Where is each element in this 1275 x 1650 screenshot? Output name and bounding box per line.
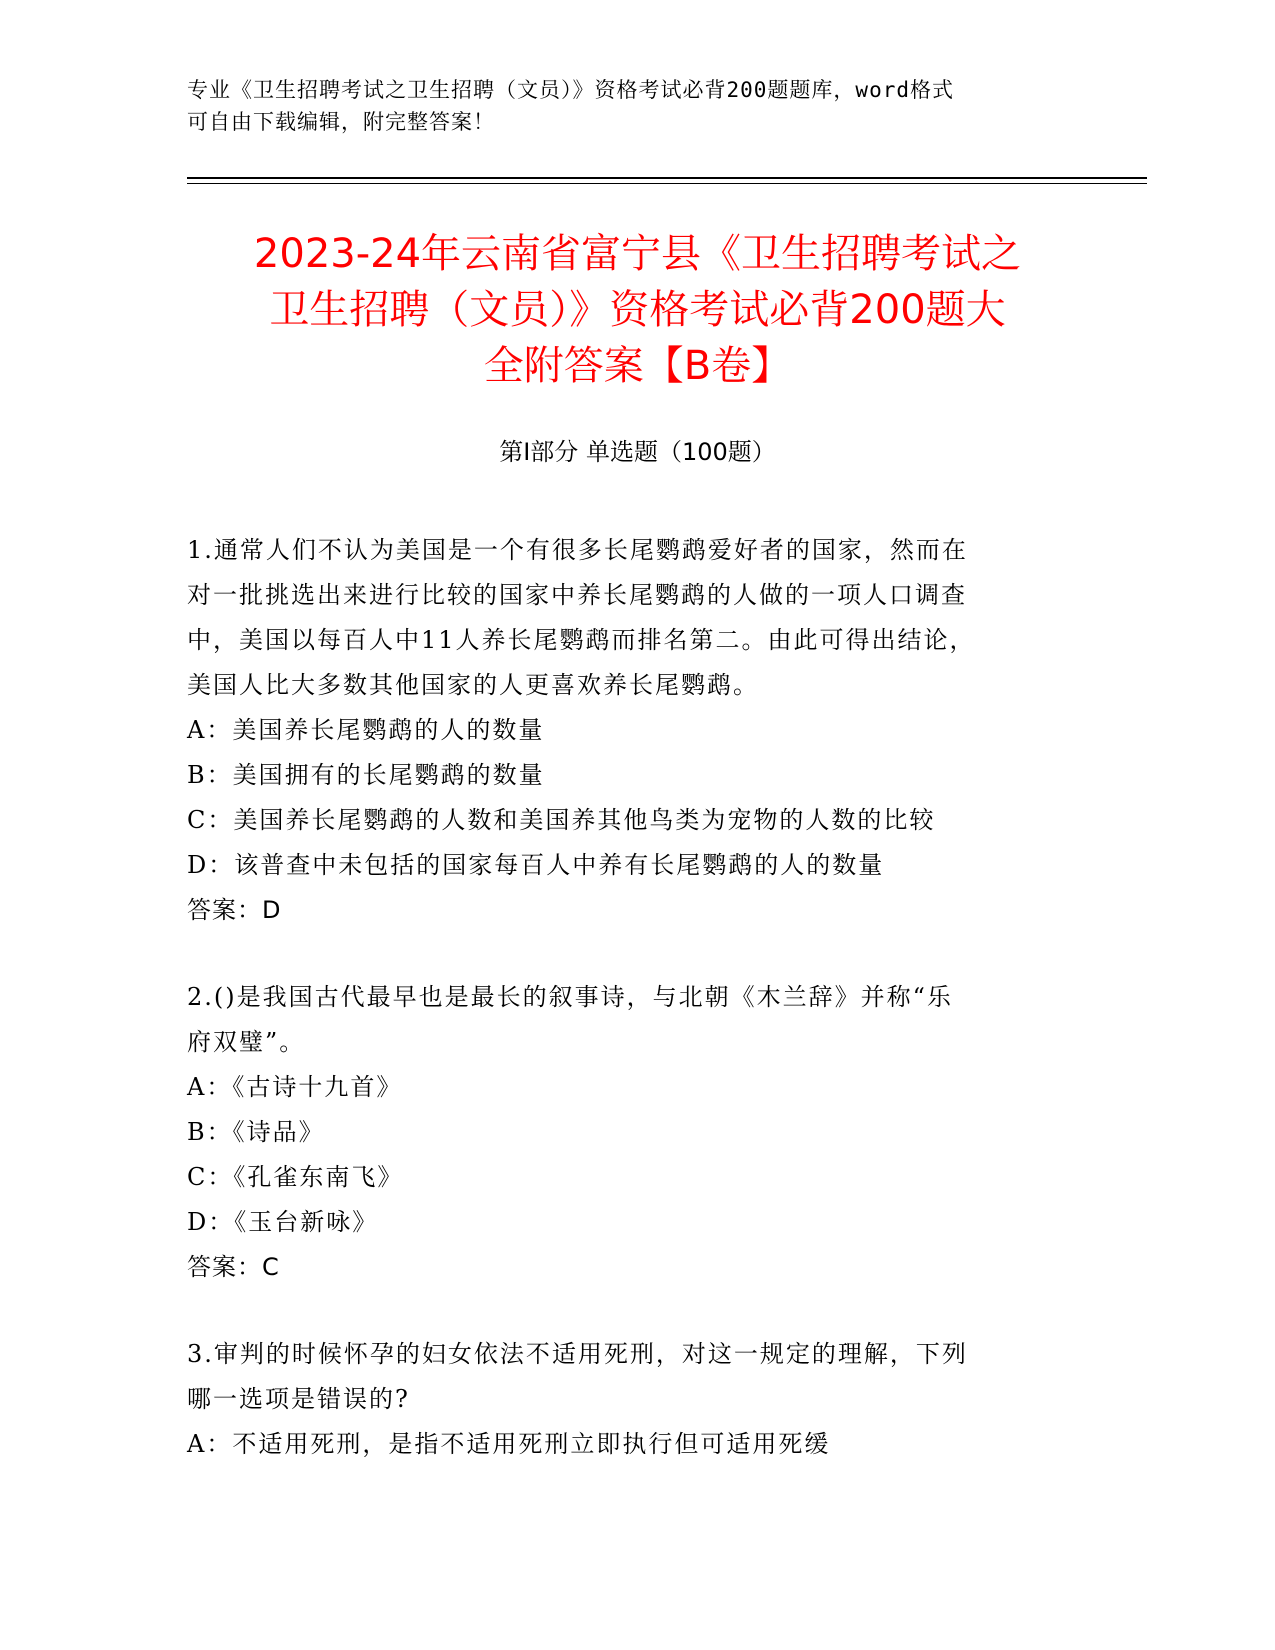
- option-a: A：不适用死刑，是指不适用死刑立即执行但可适用死缓: [187, 1430, 831, 1458]
- section-heading: 第Ⅰ部分 单选题（100题）: [499, 438, 776, 466]
- question-list: [187, 528, 1067, 1509]
- option-c: C：美国养长尾鹦鹉的人数和美国养其他鸟类为宠物的人数的比较: [187, 806, 936, 834]
- option-a: A：《古诗十九首》: [187, 1073, 403, 1101]
- document-title-line: 全附答案【B卷】: [483, 343, 792, 389]
- question-stem-line: 2.()是我国古代最早也是最长的叙事诗，与北朝《木兰辞》并称“乐: [187, 983, 953, 1011]
- question-stem-line: 美国人比大多数其他国家的人更喜欢养长尾鹦鹉。: [187, 671, 759, 699]
- answer-line: 答案：C: [187, 1253, 280, 1281]
- question-stem-line: 对一批挑选出来进行比较的国家中养长尾鹦鹉的人做的一项人口调查: [187, 581, 967, 609]
- header-note-line: 可自由下载编辑，附完整答案！: [187, 110, 495, 134]
- document-title: [150, 226, 1125, 394]
- question-stem-line: 中，美国以每百人中11人养长尾鹦鹉而排名第二。由此可得出结论，: [187, 626, 976, 654]
- header-note-line: 专业《卫生招聘考试之卫生招聘（文员）》资格考试必背200题题库，word格式: [187, 78, 954, 102]
- document-title-line: 2023-24年云南省富宁县《卫生招聘考试之: [253, 231, 1022, 277]
- question-stem-line: 府双璧”。: [187, 1028, 306, 1056]
- answer-line: 答案：D: [187, 896, 282, 924]
- header-note: [187, 74, 1057, 138]
- document-title-line: 卫生招聘（文员）》资格考试必背200题大: [269, 287, 1006, 333]
- option-d: D：《玉台新咏》: [187, 1208, 379, 1236]
- option-c: C：《孔雀东南飞》: [187, 1163, 404, 1191]
- option-b: B：《诗品》: [187, 1118, 325, 1146]
- header-divider-thick: [187, 177, 1147, 179]
- header-divider-thin: [187, 183, 1147, 184]
- question-3: [187, 1332, 1067, 1467]
- option-d: D：该普查中未包括的国家每百人中养有长尾鹦鹉的人的数量: [187, 851, 885, 879]
- question-2: [187, 975, 1067, 1290]
- question-stem-line: 3.审判的时候怀孕的妇女依法不适用死刑，对这一规定的理解，下列: [187, 1340, 968, 1368]
- option-b: B：美国拥有的长尾鹦鹉的数量: [187, 761, 545, 789]
- question-1: [187, 528, 1067, 933]
- question-stem-line: 哪一选项是错误的?: [187, 1385, 410, 1413]
- question-stem-line: 1.通常人们不认为美国是一个有很多长尾鹦鹉爱好者的国家，然而在: [187, 536, 968, 564]
- option-a: A：美国养长尾鹦鹉的人的数量: [187, 716, 545, 744]
